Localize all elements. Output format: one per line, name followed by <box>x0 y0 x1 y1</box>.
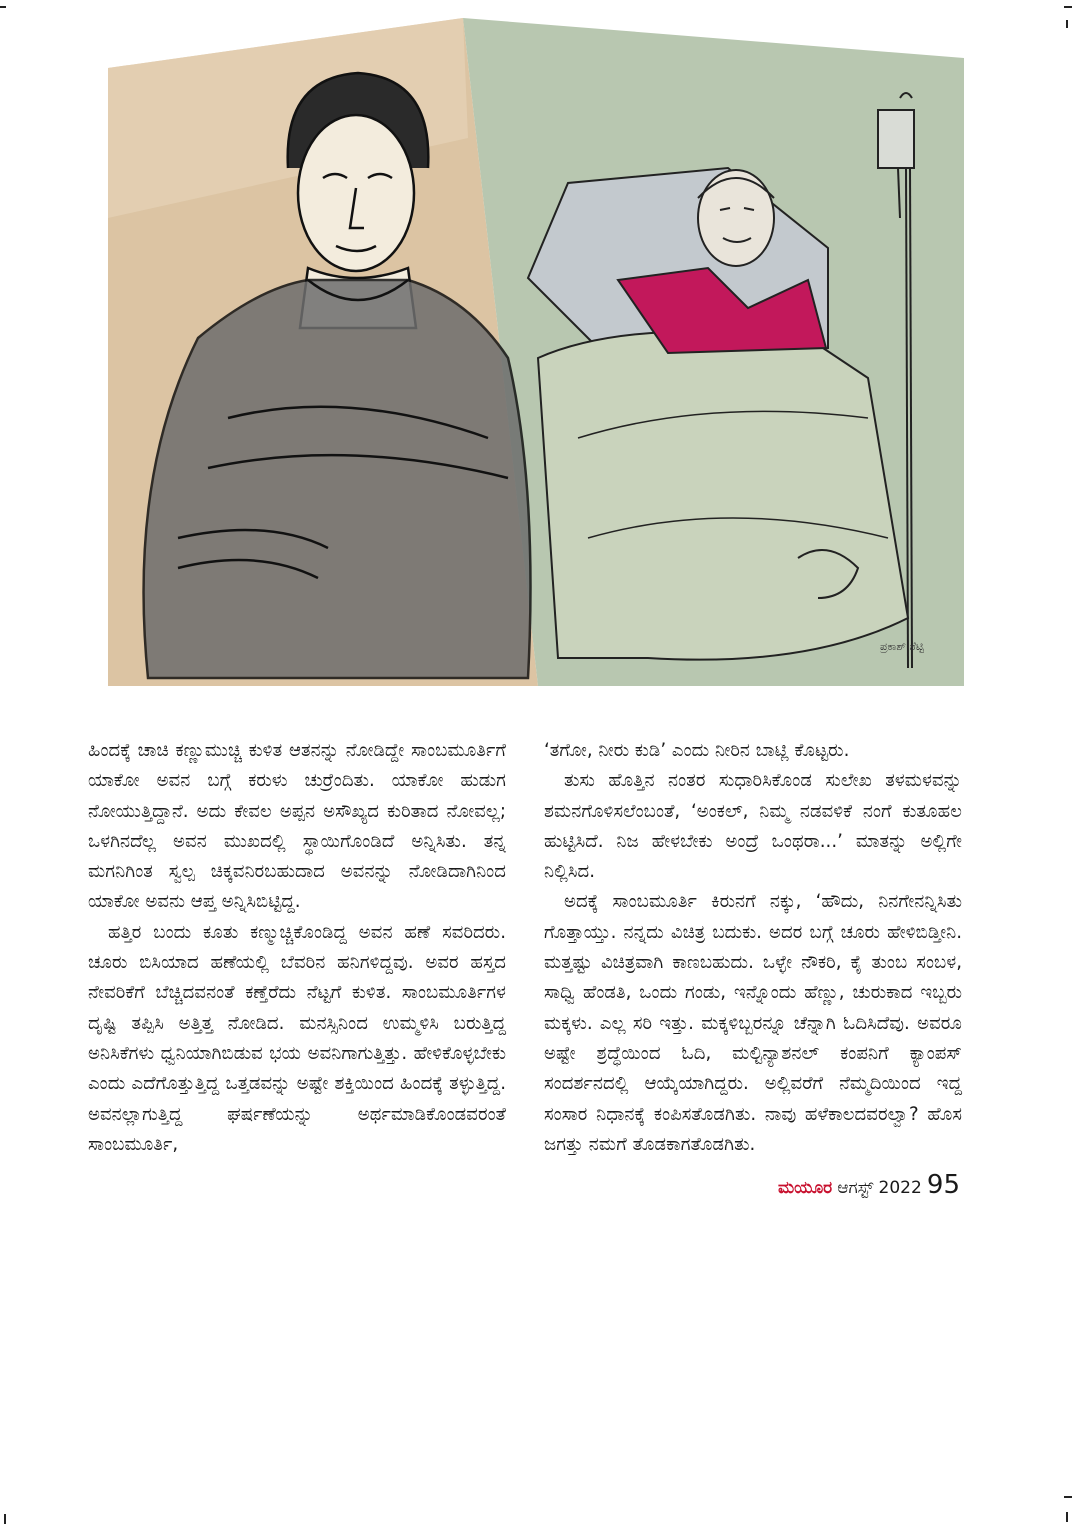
magazine-brand: ಮಯೂರ <box>777 1178 833 1198</box>
illustrator-signature: ಪ್ರಕಾಶ್ ಶೆಟ್ಟಿ <box>880 640 924 653</box>
crop-mark-bottom-right-v <box>1066 1512 1068 1522</box>
story-illustration <box>108 18 964 686</box>
page-footer <box>778 1170 960 1200</box>
crop-mark-top-left <box>0 6 6 8</box>
article-paragraph: ಹತ್ತಿರ ಬಂದು ಕೂತು ಕಣ್ಮುಚ್ಚಿಕೊಂಡಿದ್ದ ಅವನ ಹಣೆ ಸವರಿದರು. ಚೂರು ಬಿಸಿಯಾದ ಹಣೆಯಲ್ಲಿ ಬೆವರಿನ ಹನಿಗಳಿದ್ದವು. ಅವರ ಹಸ್ತದ ನೇವರಿಕೆಗೆ ಬೆಚ್ಚಿದವನಂತೆ ಕಣ್ತೆರೆದು ನೆಟ್ಟಗೆ ಕುಳಿತ. ಸಾಂಬಮೂರ್ತಿಗಳ ದೃಷ್ಟಿ ತಪ್ಪಿಸಿ ಅತ್ತಿತ್ತ ನೋಡಿದ. ಮನಸ್ಸಿನಿಂದ ಉಮ್ಮಳಿಸಿ ಬರುತ್ತಿದ್ದ ಅನಿಸಿಕೆಗಳು ಧ್ವನಿಯಾಗಿಬಿಡುವ ಭಯ ಅವನಿಗಾಗುತ್ತಿತ್ತು. ಹೇಳಿಕೊಳ್ಳಬೇಕು ಎಂದು ಎದೆಗೊತ್ತುತ್ತಿದ್ದ ಒತ್ತಡವನ್ನು ಅಷ್ಟೇ ಶಕ್ತಿಯಿಂದ ಹಿಂದಕ್ಕೆ ತಳ್ಳುತ್ತಿದ್ದ. ಅವನಲ್ಲಾಗುತ್ತಿದ್ದ ಘರ್ಷಣೆಯನ್ನು ಅರ್ಥಮಾಡಿಕೊಂಡವರಂತೆ ಸಾಂಬಮೂರ್ತಿ, <box>88 921 506 1155</box>
crop-mark-top-right-v <box>1066 20 1068 28</box>
page-number: 95 <box>926 1170 960 1200</box>
issue-year: 2022 <box>878 1178 922 1198</box>
crop-mark-bottom-left <box>4 1514 6 1524</box>
hospital-blanket <box>538 331 908 659</box>
article-column-left <box>88 736 506 1160</box>
article-paragraph: ತುಸು ಹೊತ್ತಿನ ನಂತರ ಸುಧಾರಿಸಿಕೊಂಡ ಸುಲೇಖ ತಳಮಳವನ್ನು ಶಮನಗೊಳಿಸಲೆಂಬಂತೆ, ‘ಅಂಕಲ್, ನಿಮ್ಮ ನಡವಳಿಕೆ ನಂಗೆ ಕುತೂಹಲ ಹುಟ್ಟಿಸಿದೆ. ನಿಜ ಹೇಳಬೇಕು ಅಂದ್ರೆ ಒಂಥರಾ...’ ಮಾತನ್ನು ಅಲ್ಲಿಗೇ ನಿಲ್ಲಿಸಿದ. <box>544 770 962 883</box>
crop-mark-top-right <box>1064 6 1072 8</box>
article-paragraph: ‘ತಗೋ, ನೀರು ಕುಡಿ’ ಎಂದು ನೀರಿನ ಬಾಟ್ಲಿ ಕೊಟ್ಟರು. <box>544 740 850 761</box>
issue-month: ಆಗಸ್ಟ್ <box>837 1178 874 1198</box>
article-column-right <box>544 736 962 1160</box>
crop-mark-bottom-right <box>1064 1496 1072 1498</box>
article-paragraph: ಅದಕ್ಕೆ ಸಾಂಬಮೂರ್ತಿ ಕಿರುನಗೆ ನಕ್ಕು, ‘ಹೌದು, ನಿನಗೇನನ್ನಿಸಿತು ಗೊತ್ತಾಯ್ತು. ನನ್ನದು ವಿಚಿತ್ರ ಬದುಕು. ಅದರ ಬಗ್ಗೆ ಚೂರು ಹೇಳಿಬಿಡ್ತೀನಿ. ಮತ್ತಷ್ಟು ವಿಚಿತ್ರವಾಗಿ ಕಾಣಬಹುದು. ಒಳ್ಳೇ ನೌಕರಿ, ಕೈ ತುಂಬ ಸಂಬಳ, ಸಾಧ್ವಿ ಹೆಂಡತಿ, ಒಂದು ಗಂಡು, ಇನ್ನೊಂದು ಹೆಣ್ಣು, ಚುರುಕಾದ ಇಬ್ಬರು ಮಕ್ಕಳು. ಎಲ್ಲ ಸರಿ ಇತ್ತು. ಮಕ್ಕಳಿಬ್ಬರನ್ನೂ ಚೆನ್ನಾಗಿ ಓದಿಸಿದೆವು. ಅವರೂ ಅಷ್ಟೇ ಶ್ರದ್ಧೆಯಿಂದ ಓದಿ, ಮಲ್ಟಿನ್ಯಾಶನಲ್ ಕಂಪನಿಗೆ ಕ್ಯಾಂಪಸ್ ಸಂದರ್ಶನದಲ್ಲಿ ಆಯ್ಕೆಯಾಗಿದ್ದರು. ಅಲ್ಲಿವರೆಗೆ ನೆಮ್ಮದಿಯಿಂದ ಇದ್ದ ಸಂಸಾರ ನಿಧಾನಕ್ಕೆ ಕಂಪಿಸತೊಡಗಿತು. ನಾವು ಹಳೆಕಾಲದವರಲ್ವಾ? ಹೊಸ ಜಗತ್ತು ನಮಗೆ ತೊಡಕಾಗತೊಡಗಿತು. <box>544 891 962 1155</box>
article-paragraph: ಹಿಂದಕ್ಕೆ ಚಾಚಿ ಕಣ್ಣುಮುಚ್ಚಿ ಕುಳಿತ ಆತನನ್ನು ನೋಡಿದ್ದೇ ಸಾಂಬಮೂರ್ತಿಗೆ ಯಾಕೋ ಅವನ ಬಗ್ಗೆ ಕರುಳು ಚುರ್ರೆಂದಿತು. ಯಾಕೋ ಹುಡುಗ ನೋಯುತ್ತಿದ್ದಾನೆ. ಅದು ಕೇವಲ ಅಪ್ಪನ ಅಸೌಖ್ಯದ ಕುರಿತಾದ ನೋವಲ್ಲ; ಒಳಗಿನದೆಲ್ಲ ಅವನ ಮುಖದಲ್ಲಿ ಸ್ಥಾಯಿಗೊಂಡಿದೆ ಅನ್ನಿಸಿತು. ತನ್ನ ಮಗನಿಗಿಂತ ಸ್ವಲ್ಪ ಚಿಕ್ಕವನಿರಬಹುದಾದ ಅವನನ್ನು ನೋಡಿದಾಗಿನಿಂದ ಯಾಕೋ ಅವನು ಆಪ್ತ ಅನ್ನಿಸಿಬಿಟ್ಟಿದ್ದ. <box>88 740 506 913</box>
